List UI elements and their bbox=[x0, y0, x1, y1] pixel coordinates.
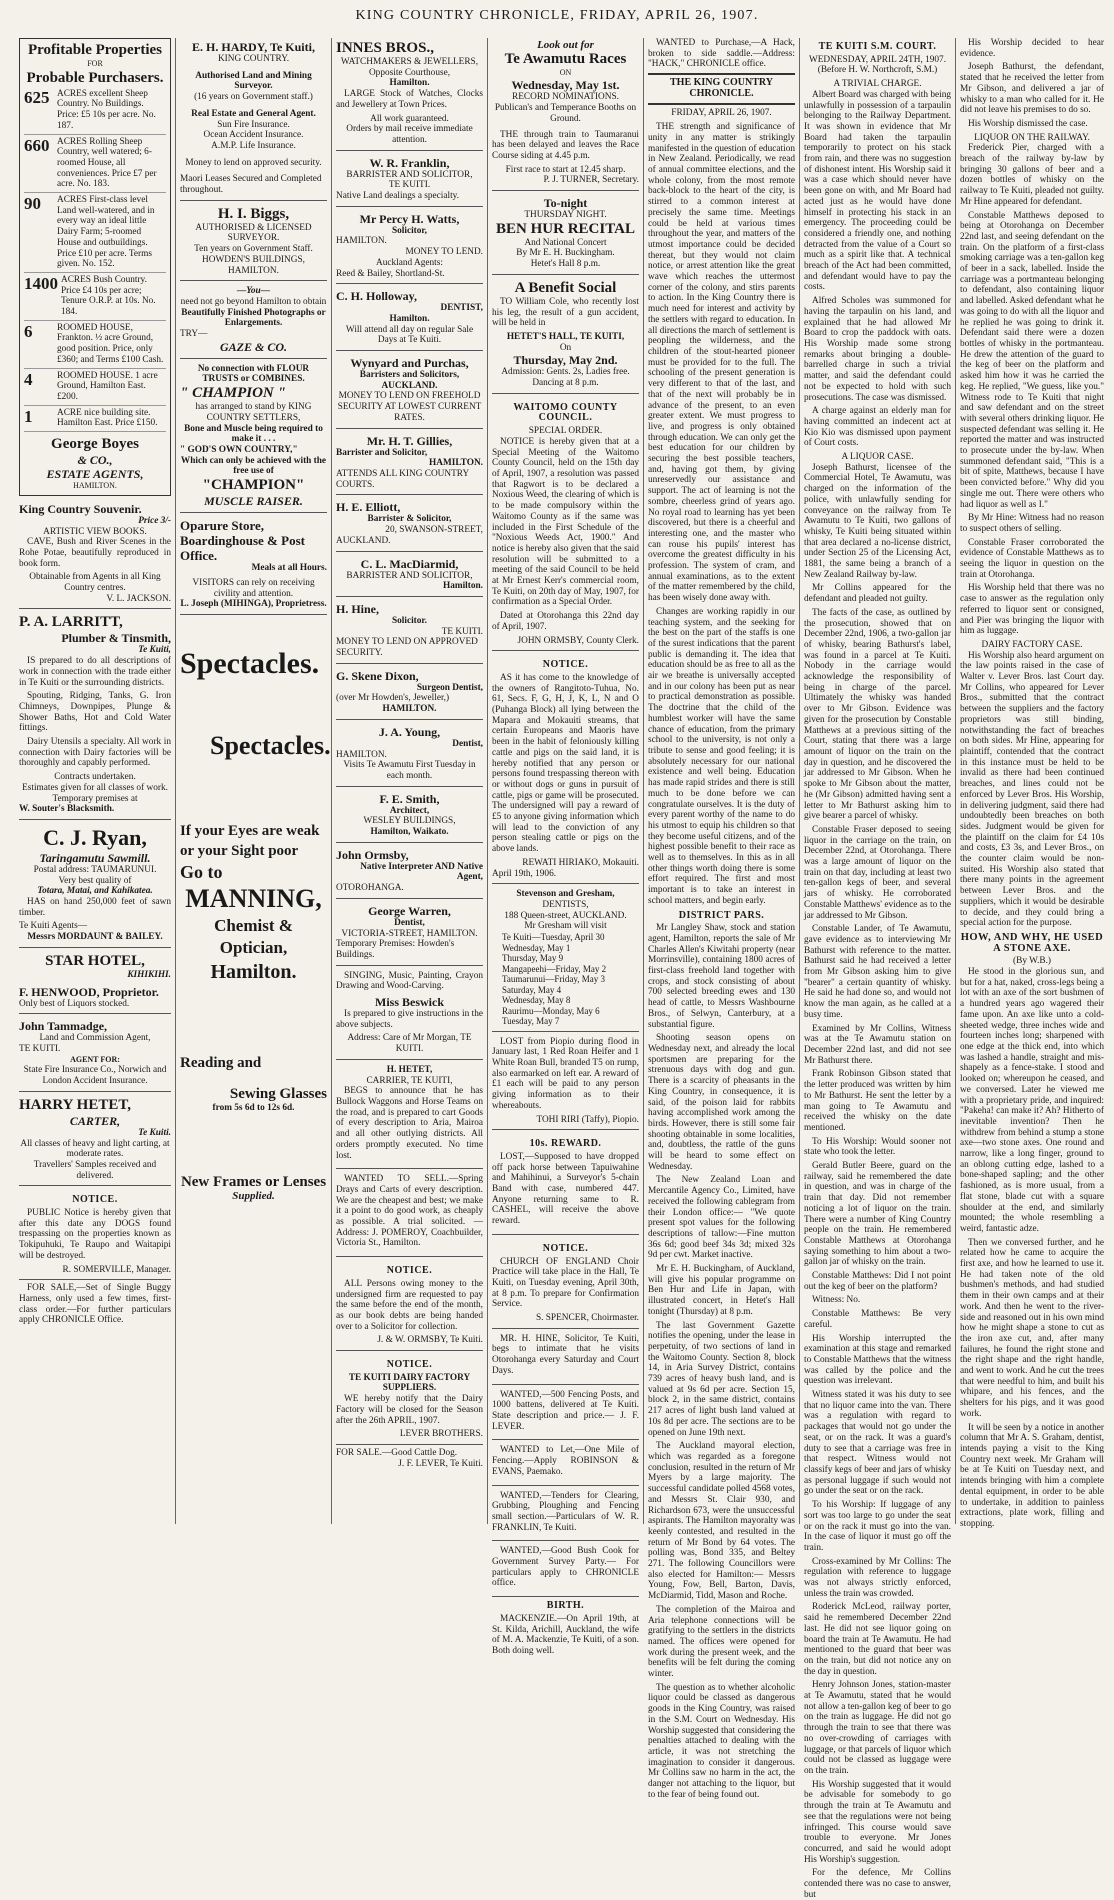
news-paragraph: The New Zealand Loan and Mercantile Agency Co., Limited, have received the following cablegram from their London office:— "We quote present spot values for the following descriptions of tallow:—Fine mutton 36s 6d; good beef 34s 3d; mixed 32s 9d per cwt. Market inactive. bbox=[648, 1175, 795, 1261]
biggs-ad: H. I. Biggs, AUTHORISED & LICENSED SURVEYOR. Ten years on Government Staff. HOWDEN'S BUILDINGS, HAMILTON. bbox=[180, 204, 327, 282]
editorial-paragraph: THE strength and significance of unity in any matter is strikingly manifested in the question of education in New Zealand. Periodically, we read of annual committee elections, and the whole colony, from the most remote back-block to the heart of the city, is stirred to a common interest at precisely the same time. Meetings could be held at various times throughout the year, and matters of the utmost importance could be decided thereat, but they would not claim notice, or arrest attention like the great wave which reaches the uttermost corner of the colony, and stirs parents to action. In the King Country there is much need for interest and activity by the settlers with regard to education. In all directions the march of settlement is peopling the wilderness, and the children of the stout-hearted pioneer must be provided for to the full. The schooling of the present generation is very different to that of the last, and that of the next will probably be in advance of the present, to an even greater extent. We must progress to live, and progress is only obtained through education. We can only get the best education for our children by securing the best possible teachers, and, having got them, by giving unreservedly our assistance and support. The act of learning is not the sombre, cheerless grind of years ago. No royal road to learning has yet been discovered, but there is a cheerful and interesting one, and the master who can rouse his pupils' interest has overcome the greatest difficulty in his profession. The system of cram, and annual examinations, as to the extent of the matter remembered by the child, has been wisely done away with. bbox=[648, 122, 795, 604]
warren-ad: George Warren, Dentist, VICTORIA-STREET, HAMILTON. Temporary Premises: Howden's Buildings. bbox=[336, 902, 483, 966]
court-heading: TE KUITI S.M. COURT. bbox=[818, 41, 937, 52]
column-2 bbox=[177, 38, 330, 1526]
subheading: LIQUOR ON THE RAILWAY. bbox=[974, 132, 1090, 143]
property-description: ACRES Bush Country. Price £4 10s per acre; Tenure O.R.P. at 10s. No. 184. bbox=[61, 274, 156, 318]
ad-title: Profitable Properties bbox=[28, 42, 162, 58]
property-description: ROOMED HOUSE. 1 acre Ground, Hamilton East. £200. bbox=[57, 370, 158, 402]
birth-notice: BIRTH. MACKENZIE.—On April 19th, at St. Kilda, Arichill, Auckland, the wife of M. A. Mackenzie, Te Kuiti, of a son. Both doing well. bbox=[492, 1600, 639, 1656]
elliott-ad: H. E. Elliott, Barrister & Solicitor, 20, SWANSON-STREET, AUCKLAND. bbox=[336, 498, 483, 551]
larritt-ad: P. A. LARRITT, Plumber & Tinsmith, Te Kuiti, IS prepared to do all descriptions of work in connection with the trade either in Te Kuiti or the surrounding districts. Spouting, Ridging, Tanks, G. Iron Chimneys, Downpipes, Plunge & Shower Baths, Hot and Cold Water fittings. Dairy Utensils a specialty. All work in connection with Dairy factories will be thoroughly and capably performed. Contracts undertaken. Estimates given for all classes of work. Temporary premises at W. Souter's Blacksmith. bbox=[19, 612, 171, 820]
innes-ad: INNES BROS., WATCHMAKERS & JEWELLERS, Opposite Courthouse, Hamilton. LARGE Stock of Watches, Clocks and Jewellery at Town Prices. All work guaranteed. Orders by mail receive immediate attention. bbox=[336, 38, 483, 151]
wanted-cook: WANTED,—Good Bush Cook for Government Survey Party.— For particulars apply to CHRONICLE office. bbox=[492, 1544, 639, 1597]
wanted-posts: WANTED,—500 Fencing Posts, and 1000 battens, delivered at Te Kuiti. State description and price.— J. F. LEVER. bbox=[492, 1388, 639, 1441]
cattle-dog-sale: FOR SALE.—Good Cattle Dog. J. F. LEVER, Te Kuiti. bbox=[336, 1447, 483, 1469]
property-listing bbox=[24, 193, 166, 273]
property-description: ACRES Rolling Sheep Country, well watered; 6-roomed House, all conveniences. Price £7 per acre. No. 183. bbox=[57, 136, 157, 190]
benhur-ad: To-night THURSDAY NIGHT. BEN HUR RECITAL And National Concert By Mr E. H. Buckingham. Hetet's Hall 8 p.m. bbox=[492, 194, 639, 275]
property-number: 660 bbox=[24, 135, 50, 155]
property-number: 90 bbox=[24, 194, 41, 214]
property-description: ACRES excellent Sheep Country. No Buildings. Price: £5 10s per acre. No. 187. bbox=[57, 88, 156, 131]
oparure-ad: Oparure Store, Boardinghouse & Post Office. Meals at all Hours. VISITORS can rely on receiving civility and attention. L. Joseph (MIHINGA), Proprietress. bbox=[180, 516, 327, 615]
schedule-line: Saturday, May 4 bbox=[502, 984, 562, 995]
ormsby-ad: John Ormsby, Native Interpreter AND Native Agent, OTOROHANGA. bbox=[336, 846, 483, 899]
property-number: 6 bbox=[24, 321, 33, 341]
wynyard-ad: Wynyard and Purchas, Barristers and Solicitors, AUCKLAND. MONEY TO LEND ON FREEHOLD SECURITY AT LOWEST CURRENT RATES. bbox=[336, 354, 483, 429]
property-number: 625 bbox=[24, 87, 50, 107]
column-4 bbox=[489, 38, 642, 1656]
manning-ad: Spectacles. Spectacles. If your Eyes are weak or your Sight poor Go to MANNING, Chemist & Optician, Hamilton. Reading and Sewing Glasses from 5s 6d to 12s 6d. New Frames or Lenses Supplied. bbox=[180, 646, 331, 1202]
property-description: ROOMED HOUSE, Frankton. ½ acre Ground, good position. Price, only £360; and Terms £100 Cash. bbox=[57, 322, 164, 365]
property-number: 1 bbox=[24, 406, 33, 426]
waitomo-notice: WAITOMO COUNTY COUNCIL. SPECIAL ORDER. NOTICE is hereby given that at a Special Meeting of the Waitomo County Council, held on the 15th day of April, 1907, a resolution was passed that Ragwort is to be declared a Noxious Weed, the clearing of which is to be made compulsory within the Waitomo County as if the same was included in the First Schedule of the "Noxious Weeds Act, 1900." And notice is hereby also given that the said resolution will be submitted to a meeting of the said Council to be held at Mr Ernest Kerr's commercial room, Te Kuiti, on 20th day of May, 1907, for confirmation as a Special Order. Dated at Otorohanga this 22nd day of April, 1907. JOHN ORMSBY, County Clerk. bbox=[492, 397, 639, 651]
beswick-ad: SINGING, Music, Painting, Crayon Drawing and Wood-Carving. Miss Beswick Is prepared to give instructions in the above subjects. Address: Care of Mr Morgan, TE KUITI. bbox=[336, 969, 483, 1060]
pomeroy-ad: WANTED TO SELL.—Spring Drays and Carts of every description. We are the cheapest and best; we make it a point to do good work, as cheaply as possible. A trial solicited. — Address: J. POMEROY, Coachbuilder, Victoria St., Hamilton. bbox=[336, 1172, 483, 1257]
benefit-social-ad: A Benefit Social TO William Cole, who recently lost his leg, the result of a gun accident, will be held in HETET'S HALL, TE KUITI, On Thursday, May 2nd. Admission: Gents. 2s, Ladies free. Dancing at 8 p.m. bbox=[492, 278, 639, 394]
races-ad: Look out for Te Awamutu Races ON Wednesday, May 1st. RECORD NOMINATIONS. Publican's and Temperance Booths on Ground. THE through train to Taumaranui has been delayed and leaves the Race Course siding at 4.45 p.m. First race to start at 12.45 sharp. P. J. TURNER, Secretary. bbox=[492, 38, 639, 191]
dixon-ad: G. Skene Dixon, Surgeon Dentist, (over Mr Howden's, Jeweller,) HAMILTON. bbox=[336, 667, 483, 720]
tammadge-ad: John Tammadge, Land and Commission Agent, TE KUITI. AGENT FOR: State Fire Insurance Co., Norwich and London Accident Insurance. bbox=[19, 1017, 171, 1092]
ryan-ad: C. J. Ryan, Taringamutu Sawmill. Postal address: TAUMARUNUI. Very best quality of Totara, Matai, and Kahikatea. HAS on hand 250,000 feet of sawn timber. Te Kuiti Agents— Messrs MORDAUNT & BAILEY. bbox=[19, 823, 171, 948]
news-paragraph: Shooting season opens on Wednesday next, and already the local sportsmen are preparing for the strenuous days with dog and gun. There is a scarcity of pheasants in the King Country, in consequence, it is said, of the poison laid for rabbits having accomplished work among the birds. However, there is still some fair shooting obtainable in some localities, and, doubtless, the rattle of the guns will be heard to some effect on Wednesday. bbox=[648, 1033, 795, 1172]
column-1 bbox=[16, 38, 174, 1526]
hine-ad: H. Hine, Solicitor. TE KUITI. MONEY TO LEND ON APPROVED SECURITY. bbox=[336, 600, 483, 664]
column-rule bbox=[799, 38, 800, 1524]
young-ad: J. A. Young, Dentist, HAMILTON. Visits Te Awamutu First Tuesday in each month. bbox=[336, 723, 483, 787]
gresham-ad: Stevenson and Gresham, DENTISTS, 188 Queen-street, AUCKLAND. Mr Gresham will visit Te Kuiti—Tuesday, April 30 Wednesday, May 1 Thursday, May 9 Mangapeehi—Friday, May 2 Taumarunui—Friday, May 3 Saturday, May 4 Wednesday, May 8 Raurimu—Monday, May 6 Tuesday, May 7 bbox=[492, 887, 639, 1031]
news-paragraph: The completion of the Mairoa and Aria telephone connections will be gratifying to the settlers in the districts named. The offices were opened for work during the present week, and the benefits will be felt during the coming winter. bbox=[648, 1604, 795, 1680]
hine-notice: MR. H. HINE, Solicitor, Te Kuiti, begs to intimate that he visits Otorohanga every Saturday and Court Days. bbox=[492, 1332, 639, 1385]
souvenir-ad: King Country Souvenir. Price 3/- ARTISTIC VIEW BOOKS. CAVE, Bush and River Scenes in the Rohe Potae, beautifully reproduced in book form. Obtainable from Agents in all King Country centres. V. L. JACKSON. bbox=[19, 500, 171, 610]
column-5 bbox=[645, 38, 798, 1800]
hetet-ad: HARRY HETET, CARTER, Te Kuiti. All classes of heavy and light carting, at moderate rates. Travellers' Samples received and delivered. bbox=[19, 1095, 171, 1187]
column-6: TE KUITI S.M. COURT. WEDNESDAY, APRIL 24TH, 1907. (Before H. W. Northcroft, S.M.) A TRIVIAL CHARGE. Albert Board was charged with being unlawfully in possession of a tarpaulin belonging to the Railway Department. It was shown in evidence that Mr Board had taken the tarpaulin temporarily to protect on his stack from rain, and there was no suggestion of dishonest intent. His Worship said it was a case which should never have been gone on with, and Mr Board had acted just as he would have done himself in protecting his stack in an emergency. The proceeding could be considered a friendly one, and nothing detracted from the value of a Court so much as a spirit like that. A technical breach of the Act had been committed, and defendant would have to pay the costs. Alfred Scholes was summoned for having the tarpaulin on his land, and explained that he had allowed Mr Board to crop the paddock with oats. His Worship made some strong remarks about bringing a double-barrelled charge in such a trivial matter, and said the defendant could not be expected to hold with such prosecutions. The case was dismissed. A charge against an elderly man for having committed an indecent act at Kio Kio was dismissed upon payment of Court costs. A LIQUOR CASE. Joseph Bathurst, licensee of the Commercial Hotel, Te Awamutu, was charged on the information of the police, with unlawfully sending for conveyance on the railway from Te Awamutu to Te Kuiti, two gallons of whisky, Te Kuiti being situated within that area declared a no-license district, under Section 25 of the Licensing Act, 1881, the same being a branch of a New Zealand Railway by-law. Mr Collins appeared for the defendant and pleaded not guilty. The facts of the case, as outlined by the prosecution, showed that on December 22nd, 1906, a two-gallon jar of whisky, bearing Bathurst's label, was found in a parcel at Te Kuiti. Nobody in the carriage would acknowledge the responsibility of being in charge of the parcel. Ultimately the whisky was handed over to Mr Gibson. Evidence was given for the prosecution by Constable Matthews at a previous sitting of the Court, stating that there was a large amount of liquor on the train on the day in question, and he discovered the jar addressed to Mr Gibson. When he spoke to Mr Gibson about the matter, he (Mr Gibson) admitted having sent a letter to Mr Bathurst asking him to give bearer a parcel of whisky. Constable Fraser deposed to seeing liquor in the carriage on the train, on December 22nd, at Otorohanga. There was a large amount of liquor on the train on that day, including at least two ten-gallon kegs of beer, and several jars of whisky. He corroborated Constable Matthews' evidence as to the jar addressed to Mr Gibson. Constable Lander, of Te Awamutu, gave evidence as to interviewing Mr Bathurst with reference to the matter. Bathurst said he had received a letter from Mr Gibson asking him to give "bearer" a certain quantity of whisky. He said he had done so, and would not know the man again, as he called at a busy time. Examined by Mr Collins, Witness was at the Te Awamutu station on December 22nd last, and did not see Mr Bathurst there. Frank Robinson Gibson stated that the letter produced was written by him to Mr Bathurst. He sent the letter by a man going to Te Awamutu and received the whisky on the date mentioned. To His Worship: Would sooner not state who took the letter. Gerald Butler Beere, guard on the railway, said he remembered the date in question, and was in charge of the train that day. Did not remember noticing a lot of liquor on the train. There were a number of King Country people on the train. He remembered Constable Matthews at Otorohanga saying something to him about a two-gallon jar of whisky on the train. Constable Matthews: Did I not point out the keg of beer on the platform? Witness: No. Constable Matthews: Be very careful. His Worship interrupted the examination at this stage and remarked to Constable Matthews that the witness was called by the police and the question was irrelevant. Witness stated it was his duty to see that no liquor came into the van. There was a regulation with regard to packages that would not go under the seat, or on the rack. It was a guard's duty to see that a carriage was free in that respect. Witness would not classify kegs of beer and jars of whisky as personal luggage if such would not go under the seat or on the rack. To his Worship: If luggage of any sort was too large to go under the seat or on the rack it must go into the van. In the case of liquor it must go off the train. Cross-examined by Mr Collins: The regulation with reference to luggage was not always strictly enforced, unless the train was crowded. Roderick McLeod, railway porter, said he remembered December 22nd last. He did not see liquor going on board the train at Te Awamutu. He had mentioned to the guard that beer was on the train, but did not notice any on the day in question. Henry Johnson Jones, station-master at Te Awamutu, stated that he would not allow a ten-gallon keg of beer to go on the train as luggage. He did not go through the train to see that there was no over-crowding of carriages with luggage, or that parcels of liquor which could not be classed as luggage were on the train. His Worship suggested that it would be advisable for somebody to go through the train at Te Awamutu and see that the regulations were not being infringed. This course would save trouble to everyone. Mr Jones concurred, and said he would adopt His Worship's suggestion. For the defence, Mr Collins contended there was no case to answer, but bbox=[804, 41, 951, 1900]
news-paragraph: The last Government Gazette notifies the opening, under the lease in perpetuity, of two sections of land in the Waitomo County. Section 8, block 14, in Aria Survey District, contains 739 acres of heavy bush land, and is valued at 9s 6d per acre. Section 15, block 2, in the same district, contains 217 acres of light bush land valued at 10s 8d per acre. The sections are to be opened on June 19th next. bbox=[648, 1320, 795, 1438]
column-rule bbox=[955, 38, 956, 1524]
franklin-ad: W. R. Franklin, BARRISTER AND SOLICITOR, TE KUITI. Native Land dealings a specialty. bbox=[336, 154, 483, 207]
property-description: ACRE nice building site. Hamilton East. Price £150. bbox=[57, 407, 158, 429]
property-listing bbox=[24, 321, 166, 369]
property-listing bbox=[24, 369, 166, 406]
subheading: A TRIVIAL CHARGE. bbox=[833, 79, 922, 90]
subheading: DAIRY FACTORY CASE. bbox=[981, 639, 1083, 650]
lost-ad: LOST from Piopio during flood in January last, 1 Red Roan Heifer and 1 White Roan Bull, branded T5 on rump, also earmarked on left ear. A reward of £1 each will be paid to any person giving information as to their whereabouts. TOHI RIRI (Taffy), Piopio. bbox=[492, 1035, 639, 1131]
schedule-line: Wednesday, May 8 bbox=[502, 995, 571, 1006]
property-listing bbox=[24, 87, 166, 135]
editorial-paragraph: Changes are working rapidly in our teaching system, and the seeking for the best on the part of the staffs is one of the surest indications that the parent public is demanding it. The idea that education should be as free to all as the air we breathe is universally accepted and in our colony has been put as near to practical demonstration as possible. The doctrine that the child of the humblest worker will have the same chance of education, from the primary school to the university, is not only a tribute to sense and good feeling; it is absolutely necessary for our national existence and well being. Education has made rapid strides and there is still much to be done before we can congratulate ourselves. It is the duty of every parent worthy of the name to do his utmost to equip his children so that they become useful citizens, and of the highest possible benefit to their race as well as to themselves. In this as in all other things worth doing there is some effort required. The first and most important is to take an interest in school matters, and begin early. bbox=[648, 606, 795, 906]
reward-ad: 10s. REWARD. LOST,—Supposed to have dropped off pack horse between Tapuiwahine and Mahihinui, a Surveyor's 5-chain Band with case, numbered 447. Anyone returning same to R. CASHEL, will receive the above reward. bbox=[492, 1133, 639, 1235]
column-rule bbox=[175, 38, 176, 1524]
schedule-line: Te Kuiti—Tuesday, April 30 bbox=[502, 932, 605, 943]
star-hotel-ad: STAR HOTEL, KIHIKIHI. F. HENWOOD, Proprietor. Only best of Liquors stocked. bbox=[19, 951, 171, 1014]
watts-ad: Mr Percy H. Watts, Solicitor, HAMILTON. MONEY TO LEND. Auckland Agents: Reed & Bailey, Shortland-St. bbox=[336, 210, 483, 285]
property-number: 1400 bbox=[24, 273, 58, 293]
smith-ad: F. E. Smith, Architect, WESLEY BUILDINGS, Hamilton, Waikato. bbox=[336, 790, 483, 843]
column-rule bbox=[487, 38, 488, 1524]
story-heading: HOW, AND WHY, HE USED A STONE AXE. bbox=[960, 931, 1104, 954]
masthead: KING COUNTRY CHRONICLE, FRIDAY, APRIL 26, 1907. bbox=[355, 8, 759, 23]
schedule-line: Mangapeehi—Friday, May 2 bbox=[502, 963, 607, 974]
champion-ad: No connection with FLOUR TRUSTS or COMBINES. " CHAMPION " has arranged to stand by KING COUNTRY SETTLERS, Bone and Muscle being required to make it . . . " GOD'S OWN COUNTRY," Which can only be achieved with the free use of "CHAMPION" MUSCLE RAISER. bbox=[180, 362, 327, 513]
editorial-masthead: THE KING COUNTRY CHRONICLE. bbox=[648, 73, 795, 104]
profitable-properties-ad: Profitable Properties FOR Probable Purchasers. 625 ACRES excellent Sheep Country. No Buildings. Price: £5 10s per acre. No. 187. 660 ACRES Rolling Sheep Country, well watered; 6-roomed House, all conveniences. Price £7 per acre. No. 183. 90 ACRES First-class level Land well-watered, and in every way an ideal little Dairy Farm; 5-roomed House and outbuildings. Price £10 per acre. Terms given. No. 152. 1400 ACRES Bush Country. Price £4 10s per acre; Tenure O.R.P. at 10s. No. 184. 6 ROOMED HOUSE, Frankton. ½ acre Ground, good position. Price, only £360; and Terms £100 Cash. 4 ROOMED HOUSE. 1 acre Ground, Hamilton East. £200. 1 ACRE nice building site. Hamilton East. Price £150. George Boyes & CO., ESTATE AGENTS, HAMILTON. bbox=[19, 38, 171, 496]
schedule-line: Taumarunui—Friday, May 3 bbox=[502, 974, 606, 985]
schedule-line: Raurimu—Monday, May 6 bbox=[502, 1005, 600, 1016]
dogs-notice: NOTICE. PUBLIC Notice is hereby given that after this date any DOGS found trespassing on the properties known as Tokipuhuki, Te Raupo and Waitapipi will be destroyed. R. SOMERVILLE, Manager. bbox=[19, 1189, 171, 1280]
holloway-ad: C. H. Holloway, DENTIST, Hamilton. Will attend all day on regular Sale Days at Te Kuiti. bbox=[336, 287, 483, 351]
property-listing bbox=[24, 406, 166, 432]
news-paragraph: The question as to whether alcoholic liquor could be classed as dangerous goods in the King Country, was raised in the S.M. Court on Wednesday. His Worship suggested that considering the penalties attached to dealing with the article, it was not stretching the imagination to consider it dangerous. Mr Collins saw no harm in the act, the danger not attaching to the liquor, but to the fear of being found out. bbox=[648, 1682, 795, 1800]
choir-notice: NOTICE. CHURCH OF ENGLAND Choir Practice will take place in the Hall, Te Kuiti, on Tuesday evening, April 30th, at 8 p.m. To prepare for Confirmation Service. S. SPENCER, Choirmaster. bbox=[492, 1238, 639, 1329]
property-number: 4 bbox=[24, 369, 33, 389]
news-paragraph: The Auckland mayoral election, which was regarded as a foregone conclusion, resulted in the return of Mr Myers by a large majority. The successful candidate polled 4568 votes, and Messrs St. Clair 930, and Richardson 673, were the unsuccessful aspirants. The Hamilton mayoralty was keenly contested, and resulted in the return of Mr Bond by 64 votes. The polling was, Bond 335, and Beltey 271. The following Councillors were also elected for Hamilton:— Messrs Young, Fow, Bell, Barton, Davis, McDiarmid, Tidd, Mason and Roche. bbox=[648, 1441, 795, 1602]
macdiarmid-ad: C. L. MacDiarmid, BARRISTER AND SOLICITOR, Hamilton. bbox=[336, 555, 483, 597]
wanted-tenders: WANTED,—Tenders for Clearing, Grubbing, Ploughing and Fencing small section.—Particulars of W. R. FRANKLIN, Te Kuiti. bbox=[492, 1489, 639, 1542]
schedule-line: Tuesday, May 7 bbox=[502, 1016, 560, 1027]
gaze-ad: —You— need not go beyond Hamilton to obtain Beautifully Finished Photographs or Enlargements. TRY— GAZE & CO. bbox=[180, 284, 327, 359]
subheading: A LIQUOR CASE. bbox=[841, 452, 914, 463]
trespass-notice: NOTICE. AS it has come to the knowledge of the owners of Rangitoto-Tuhua, No. 61, Secs. F, G, H, J, K, L, N and O (Puhanga Block) all lying between the Mapara and Mokauiti streams, that certain Europeans and Maoris have been in the habit of feloniously killing cattle and pigs on the said land, it is hereby notified that any person or persons found trespassing thereon with or without dogs or guns in pursuit of cattle, pigs or game will be prosecuted. The undersigned will pay a reward of £5 to anyone giving information which will lead to the conviction of any person stealing cattle or pigs on the above lands. REWATI HIRIAKO, Mokauiti. April 19th, 1906. bbox=[492, 654, 639, 884]
schedule-line: Thursday, May 9 bbox=[502, 953, 564, 964]
editorial-date: FRIDAY, APRIL 26, 1907. bbox=[671, 107, 772, 118]
hardy-ad: E. H. HARDY, Te Kuiti, KING COUNTRY. Authorised Land and Mining Surveyor. (16 years on Government staff.) Real Estate and General Agent. Sun Fire Insurance. Ocean Accident Insurance. A.M.P. Life Insurance. Money to lend on approved security. Maori Leases Secured and Completed throughout. bbox=[180, 38, 327, 201]
column-rule bbox=[331, 38, 332, 1524]
property-listing bbox=[24, 135, 166, 194]
news-paragraph: Mr Langley Shaw, stock and station agent, Hamilton, reports the sale of Mr Charles Allen's Kiwitahi property (near Morrinsville), containing 1800 acres of first-class freehold land together with crops, and stock consisting of about 700 selected breeding ewes and 130 head of cattle, to Messrs Washbourne Bros., of Selwyn, Canterbury, at a substantial figure. bbox=[648, 923, 795, 1030]
column-rule bbox=[643, 38, 644, 1524]
gillies-ad: Mr. H. T. Gillies, Barrister and Solicitor, HAMILTON. ATTENDS ALL KING COUNTRY COURTS. bbox=[336, 432, 483, 496]
schedule-line: Wednesday, May 1 bbox=[502, 942, 571, 953]
column-7: His Worship decided to hear evidence. Joseph Bathurst, the defendant, stated that he received the letter from Mr Gibson, and delivered a jar of whisky to a man who called for it. He did not leave his premises to do so. His Worship dismissed the case. LIQUOR ON THE RAILWAY. Frederick Pier, charged with a breach of the railway by-law by bringing 30 gallons of beer and a dozen bottles of whisky on the railway to Te Kuiti, pleaded not guilty. Mr Hine appeared for defendant. Constable Matthews deposed to being at Otorohanga on December 22nd last, and seeing defendant on the train. On the platform of a first-class smoking carriage was a ten-gallon keg of beer in a sack, labelled. Inside the carriage was a portmanteau belonging to defendant, also containing liquor and labelled. Asked defendant what he was going to do with all the liquor and he replied he was going to drink it. Defendant said there were a dozen bottles of whisky in the portmanteau. He drew the attention of the guard to the keg of beer on the platform and asked him how it was he carried the keg. He replied, "We guess, like you." Witness rode to Te Kuiti that night and saw defendant and on the street with several others drinking liquor. He suspected defendant was selling it. He reported the matter and was instructed to prosecute under the by-law. When summoned defendant said, "This is a bit of spite, Matthews, because I have been convicted before." Why did you single me out. There were others who had liquor as well as I." By Mr Hine: Witness had no reason to suspect others of selling. Constable Fraser corroborated the evidence of Constable Matthews as to seeing the liquor in question on the train at Otorohanga. His Worship held that there was no case to answer as the regulation only referred to liquor sent or consigned, and Pier was bringing the liquor with him as luggage. DAIRY FACTORY CASE. His Worship also heard argument on the law points raised in the case of Walter v. Lever Bros. last Court day. Mr Collins, who appeared for Lever Bros., submitted that the contract between the suppliers and the factory proprietors was still binding, notwithstanding the fact of breaches on both sides. Mr Hine, appearing for plaintiff, contended that the contract in this instance must be held to be invalid as there had been continued breaches, and lines could not be enforced by Lever Bros. His Worship, in delivering judgment, said there had undoubtedly been breaches on both sides. Judgment would be given for the plaintiff on the claim for £4 10s and costs, £3 3s, and Lever Bros., on the counter claim would be non-suited. His Worship also stated that there many points in the agreement between Lever Bros. and the suppliers, which it would be desirable to decide, and they could bring a special action for the purpose. HOW, AND WHY, HE USED A STONE AXE. (By W.B.) He stood in the glorious sun, and but for a hat, naked, cross-legs being a lot with an axe of the sort bushmen of a hundred years ago wagered their fame upon. An axe like unto a cold-sheeted wedge, three inches wide and fourteen inches long; sharpened with one edge at the thick end, into which was lashed a handle, straight and mis-shapely as a fence-stake. I stood and looked on; whereupon he ceased, and we conversed. Later he viewed me with a proprietary pride, and inquired: "Pakeha! can make it? Ah? Hitherto of inevitable invention? Then he withdrew from behind a stump a stone axe—two stone axes. One round and narrow, like a long finger, ground to an oblong cutting edge, lashed to a bone-shaped sapling; and the other fashioned, as is more usual, from a flat stone, blade cut with a square shoulder at the end, and similarly mounted; the whole resembling a weird, fantastic adze. Then we conversed further, and he related how he came to acquire the first axe, and how he learned to use it. He had taken note of the old bushmen's methods, and had studied them in their own camps and at their work. And then he went to the river-side and reasoned out in his own mind how he might shape a stone to cut as the iron axe cut, and, after many failures, he found the right stone and the right shape and the right handle, and went to work. And he cut the trees that were needful to him, and built his whipare, and his fences, and the shelters for his pigs, and it was good work. It will be seen by a notice in another column that Mr A. S. Graham, dentist, intends paying a visit to the King Country next week. Mr Graham will be at Te Kuiti on Tuesday next, and intends bringing with him a complete dental equipment, in order to be able to undertake, in addition to painless extractions, plate work, filling and stopping. bbox=[960, 38, 1104, 1529]
property-listing bbox=[24, 273, 166, 321]
harness-sale-ad: FOR SALE,—Set of Single Buggy Harness, only used a few times, first-class order.—For further particulars apply CHRONICLE Office. bbox=[19, 1283, 171, 1326]
ad-title: Probable Purchasers. bbox=[26, 69, 164, 86]
column-3 bbox=[333, 38, 486, 1526]
wanted-fencing: WANTED to Let,—One Mile of Fencing.—Apply ROBINSON & EVANS, Paemako. bbox=[492, 1443, 639, 1485]
hhetet-ad: H. HETET, CARRIER, TE KUITI, BEGS to announce that he has Bullock Waggons and Horse Teams on the road, and is prepared to cart Goods of every description to Aria, Mairoa and all other outlying districts. All orders promptly executed. No time lost. bbox=[336, 1063, 483, 1169]
property-description: ACRES First-class level Land well-watered, and in every way an ideal little Dairy Farm; 5-roomed House and outbuildings. Price £10 per acre. Terms given. No. 152. bbox=[57, 195, 155, 270]
dairy-notice: NOTICE. TE KUITI DAIRY FACTORY SUPPLIERS. WE hereby notify that the Dairy Factory will be closed for the Season after the 26th APRIL, 1907. LEVER BROTHERS. bbox=[336, 1354, 483, 1445]
ormsby-notice: NOTICE. ALL Persons owing money to the undersigned firm are requested to pay the same before the end of the month, as our book debts are being handed over to a Solicitor for collection. J. & W. ORMSBY, Te Kuiti. bbox=[336, 1260, 483, 1351]
visit-schedule bbox=[492, 932, 639, 1027]
property-list bbox=[24, 87, 166, 432]
news-paragraph: Mr E. H. Buckingham, of Auckland, will give his popular programme on Ben Hur and Life in Japan, with illustrated concert, in Hetet's Hall tonight (Thursday) at 8 p.m. bbox=[648, 1264, 795, 1317]
wanted-hack-ad: WANTED to Purchase,—A Hack, broken to side saddle.—Address: "HACK," CHRONICLE office. bbox=[648, 38, 795, 70]
district-pars-heading: DISTRICT PARS. bbox=[678, 909, 765, 921]
